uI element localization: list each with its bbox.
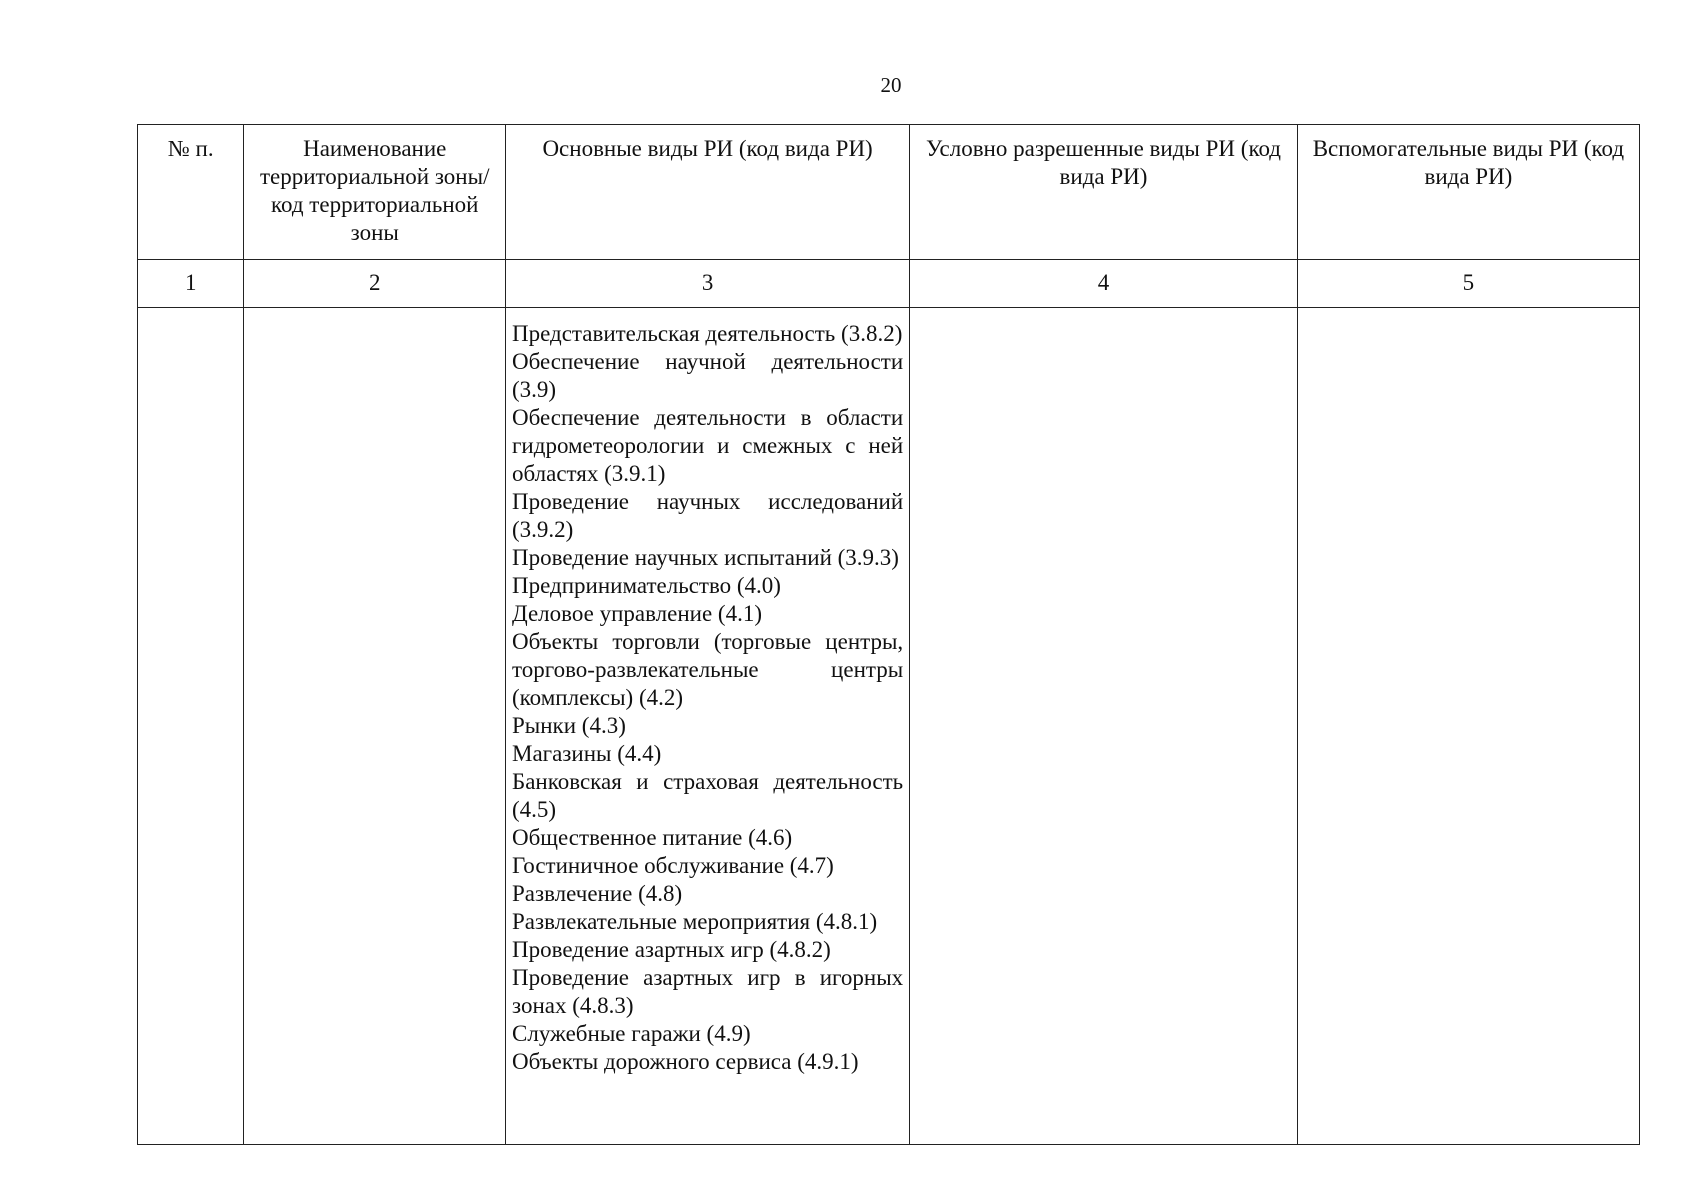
list-item: Проведение научных исследований (3.9.2) [512, 489, 904, 542]
zone-name-cell [244, 308, 506, 1145]
list-item: Обеспечение деятельности в области гидрометеорологии и смежных с ней областях (3.9.1) [512, 405, 904, 486]
main-uses-list [512, 320, 903, 1076]
conditional-uses-cell [910, 308, 1298, 1145]
list-item: Проведение научных испытаний (3.9.3) [512, 545, 899, 570]
list-item: Деловое управление (4.1) [512, 601, 763, 626]
column-number-row [138, 260, 1640, 308]
header-zone-name: Наименование территориальной зоны/код территориальной зоны [244, 125, 506, 260]
list-item: Проведение азартных игр в игорных зонах (4.8.3) [512, 965, 904, 1018]
table-row [138, 308, 1640, 1145]
list-item: Развлекательные мероприятия (4.8.1) [512, 909, 878, 934]
header-main-uses: Основные виды РИ (код вида РИ) [506, 125, 910, 260]
list-item: Гостиничное обслуживание (4.7) [512, 853, 834, 878]
page-number: 20 [880, 73, 902, 97]
list-item: Банковская и страховая деятельность (4.5) [512, 769, 904, 822]
table-header-row [138, 125, 1640, 260]
column-number: 5 [1297, 260, 1639, 308]
list-item: Представительская деятельность (3.8.2) [512, 321, 903, 346]
column-number: 4 [910, 260, 1298, 308]
auxiliary-uses-cell [1297, 308, 1639, 1145]
column-number: 2 [244, 260, 506, 308]
list-item: Магазины (4.4) [512, 741, 662, 766]
column-number: 1 [138, 260, 244, 308]
list-item: Предпринимательство (4.0) [512, 573, 781, 598]
header-conditional-uses: Условно разрешенные виды РИ (код вида РИ) [910, 125, 1298, 260]
column-number: 3 [506, 260, 910, 308]
main-uses-cell [506, 308, 910, 1145]
header-auxiliary-uses: Вспомогательные виды РИ (код вида РИ) [1297, 125, 1639, 260]
list-item: Обеспечение научной деятельности (3.9) [512, 349, 904, 402]
list-item: Развлечение (4.8) [512, 881, 683, 906]
row-number-cell [138, 308, 244, 1145]
list-item: Служебные гаражи (4.9) [512, 1021, 751, 1046]
list-item: Проведение азартных игр (4.8.2) [512, 937, 831, 962]
zoning-table [137, 124, 1640, 1145]
header-row-number: № п. [138, 125, 244, 260]
list-item: Общественное питание (4.6) [512, 825, 793, 850]
list-item: Объекты торговли (торговые центры, торгово-развлекательные центры (комплексы) (4.2) [512, 629, 904, 710]
list-item: Объекты дорожного сервиса (4.9.1) [512, 1049, 859, 1074]
list-item: Рынки (4.3) [512, 713, 626, 738]
